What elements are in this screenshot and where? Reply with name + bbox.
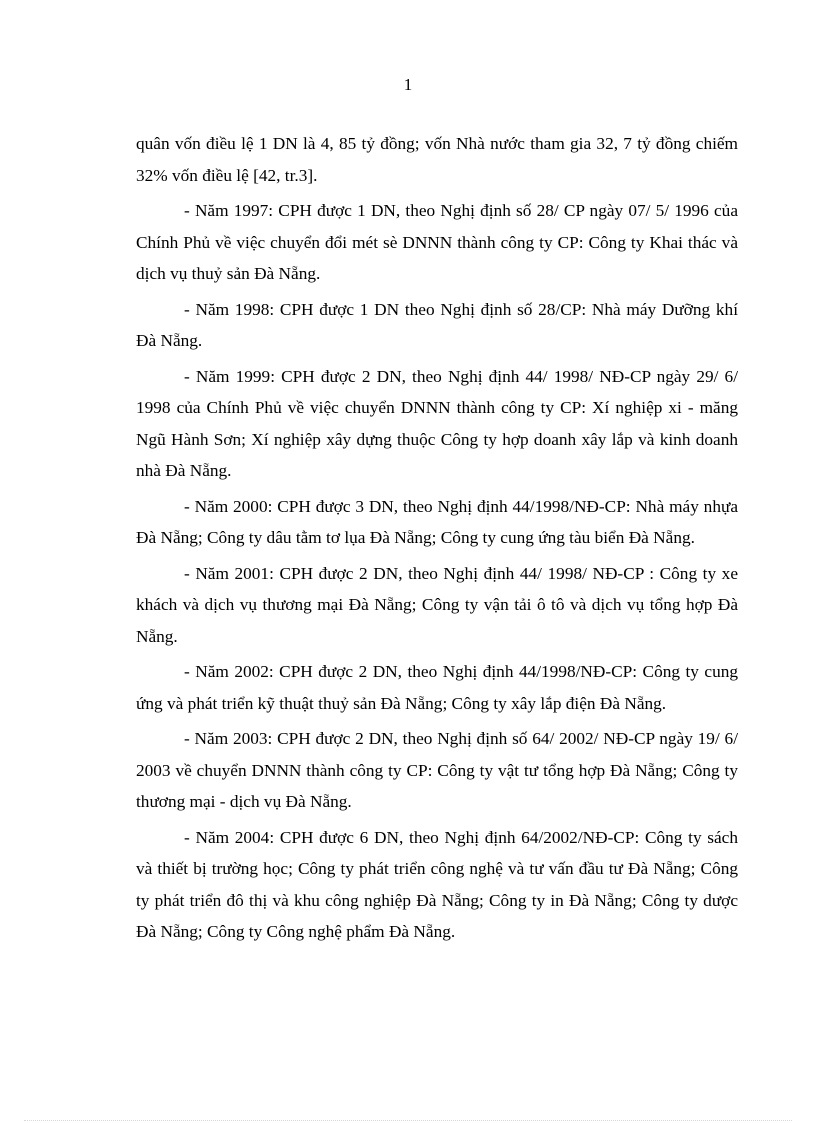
- paragraph-continuation: quân vốn điều lệ 1 DN là 4, 85 tỷ đồng; vốn Nhà nước tham gia 32, 7 tỷ đồng chiếm 32% vốn điều lệ [42, tr.3].: [136, 134, 738, 185]
- paragraph-1997: - Năm 1997: CPH được 1 DN, theo Nghị định số 28/ CP ngày 07/ 5/ 1996 của Chính Phủ về việc chuyển đổi mét sè DNNN thành công ty CP: Công ty Khai thác và dịch vụ thuỷ sản Đà Nẵng.: [136, 201, 738, 283]
- page-bottom-divider: [24, 1120, 792, 1121]
- paragraph-2001: - Năm 2001: CPH được 2 DN, theo Nghị định 44/ 1998/ NĐ-CP : Công ty xe khách và dịch vụ thương mại Đà Nẵng; Công ty vận tải ô tô và dịch vụ tổng hợp Đà Nẵng.: [136, 563, 738, 646]
- paragraph-1998: - Năm 1998: CPH được 1 DN theo Nghị định số 28/CP: Nhà máy Dưỡng khí Đà Nẵng.: [136, 299, 738, 350]
- document-body: [136, 128, 738, 952]
- paragraph-2002: - Năm 2002: CPH được 2 DN, theo Nghị định 44/1998/NĐ-CP: Công ty cung ứng và phát triển kỹ thuật thuỷ sản Đà Nẵng; Công ty xây lắp điện Đà Nẵng.: [136, 662, 738, 713]
- paragraph-2003: - Năm 2003: CPH được 2 DN, theo Nghị định số 64/ 2002/ NĐ-CP ngày 19/ 6/ 2003 về chuyển DNNN thành công ty CP: Công ty vật tư tổng hợp Đà Nẵng; Công ty thương mại - dịch vụ Đà Nẵng.: [136, 729, 738, 811]
- paragraph-2004: - Năm 2004: CPH được 6 DN, theo Nghị định 64/2002/NĐ-CP: Công ty sách và thiết bị trường học; Công ty phát triển công nghệ và tư vấn đầu tư Đà Nẵng; Công ty phát triển đô thị và khu công nghiệp Đà Nẵng; Công ty in Đà Nẵng; Công ty dược Đà Nẵng; Công ty Công nghệ phẩm Đà Nẵng.: [136, 827, 738, 941]
- paragraph-2000: - Năm 2000: CPH được 3 DN, theo Nghị định 44/1998/NĐ-CP: Nhà máy nhựa Đà Nẵng; Công ty dâu tằm tơ lụa Đà Nẵng; Công ty cung ứng tàu biển Đà Nẵng.: [136, 496, 738, 547]
- paragraph-1999: - Năm 1999: CPH được 2 DN, theo Nghị định 44/ 1998/ NĐ-CP ngày 29/ 6/ 1998 của Chính Phủ về việc chuyển DNNN thành công ty CP: Xí nghiệp xi - măng Ngũ Hành Sơn; Xí nghiệp xây dựng thuộc Công ty hợp doanh xây lắp và kinh doanh nhà Đà Nẵng.: [136, 366, 738, 480]
- page-number: 1: [403, 75, 413, 94]
